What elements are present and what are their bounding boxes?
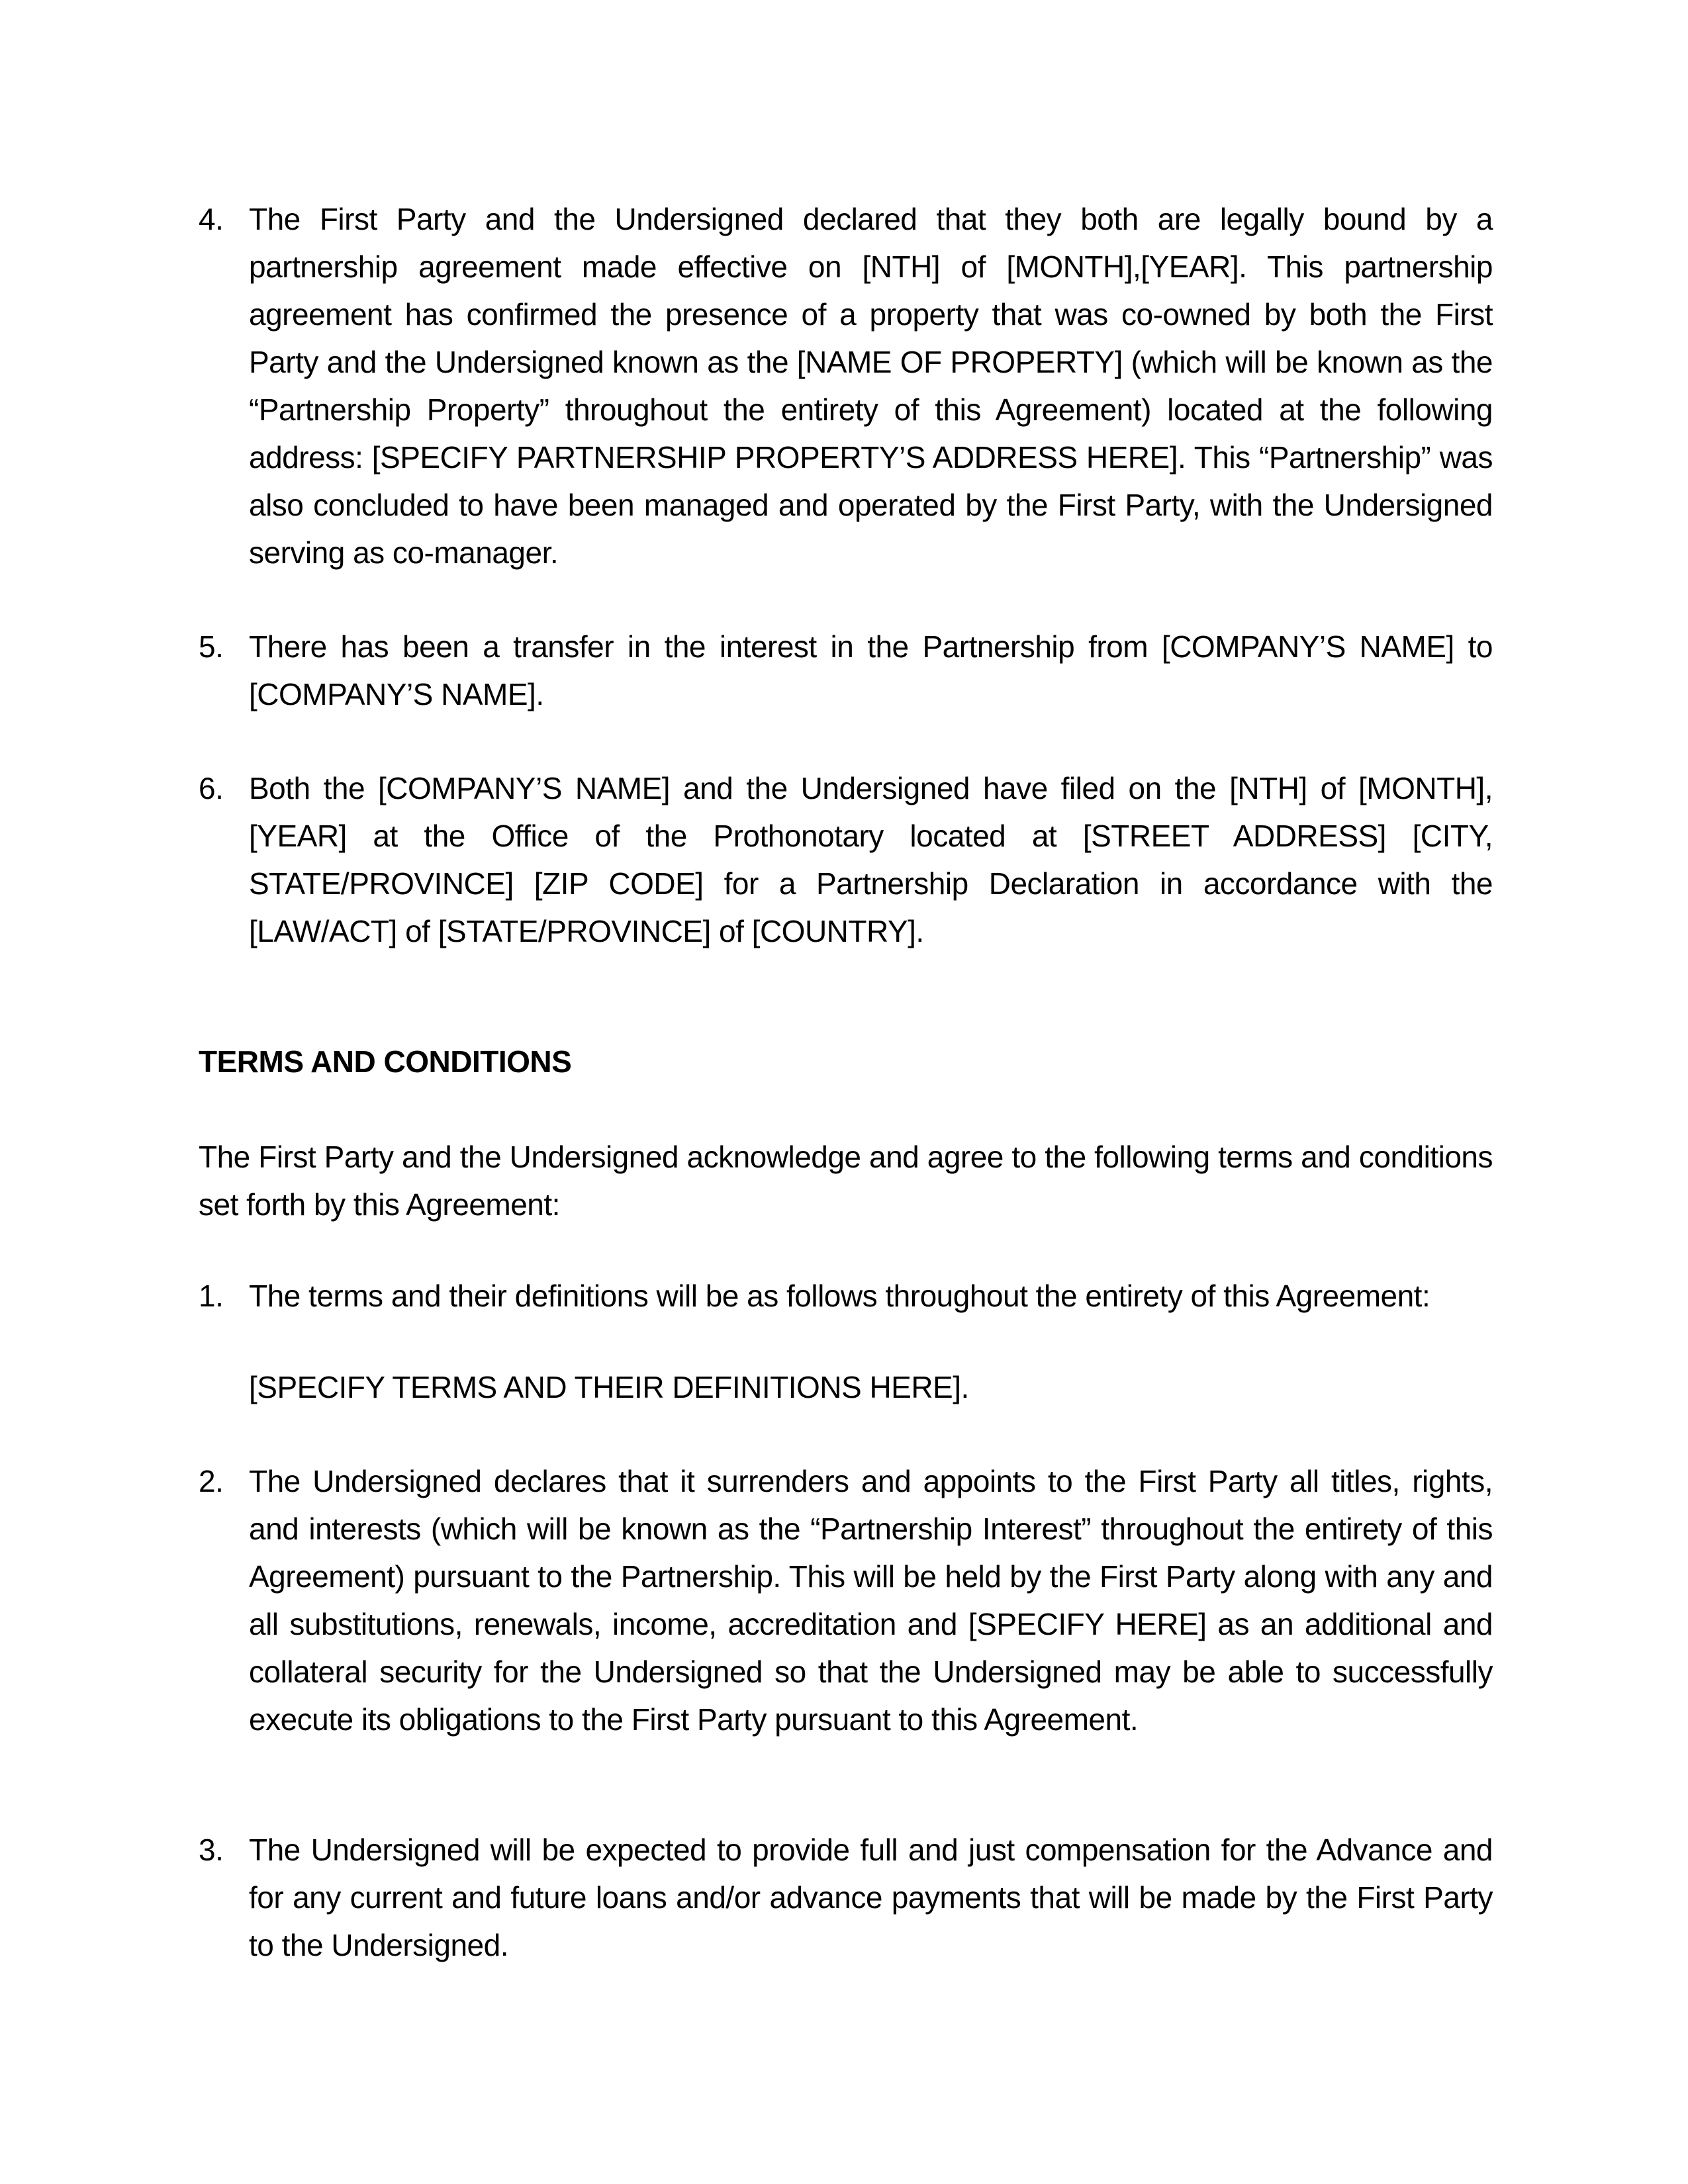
intro-paragraph: The First Party and the Undersigned acknowledge and agree to the following terms and conditions set forth by this Agreement: [199,1140,1493,1222]
item-text: The First Party and the Undersigned declared that they both are legally bound by a partnership agreement made effective on [NTH] of [MONTH],[YEAR]. This partnership agreement has confirmed the presence of a property that was co-owned by both the First Party and the Undersigned known as the [NAME OF PROPERTY] (which will be known as the “Partnership Property” throughout the entirety of this Agreement) located at the following address: [SPECIFY PARTNERSHIP PROPERTY’S ADDRESS HERE]. This “Partnership” was also concluded to have been managed and operated by the First Party, with the Undersigned serving as co-manager. [249,202,1493,570]
list-item-4 [199,195,1493,576]
item-number: 2. [199,1464,224,1498]
list-item-3 [199,1826,1493,1969]
list-item-5 [199,623,1493,718]
item-text: There has been a transfer in the interest in the Partnership from [COMPANY’S NAME] to [COMPANY’S NAME]. [249,629,1493,711]
list-item-6 [199,764,1493,955]
list-item-2 [199,1457,1493,1743]
item-number: 4. [199,202,224,236]
item-text: The terms and their definitions will be as follows throughout the entirety of this Agreement: [249,1279,1430,1313]
item-text: Both the [COMPANY’S NAME] and the Undersigned have filed on the [NTH] of [MONTH],[YEAR] at the Office of the Prothonotary located at [STREET ADDRESS] [CITY, STATE/PROVINCE] [ZIP CODE] for a Partnership Declaration in accordance with the [LAW/ACT] of [STATE/PROVINCE] of [COUNTRY]. [249,771,1493,948]
list-item-1 [199,1272,1493,1411]
item-text: The Undersigned will be expected to provide full and just compensation for the Advance and for any current and future loans and/or advance payments that will be made by the First Party to the Undersigned. [249,1833,1493,1962]
terms-list [199,1272,1493,1969]
item-subtext: [SPECIFY TERMS AND THEIR DEFINITIONS HERE]. [249,1370,969,1404]
recitals-list [199,195,1493,955]
item-text: The Undersigned declares that it surrenders and appoints to the First Party all titles, rights, and interests (which will be known as the “Partnership Interest” throughout the entirety of this Agreement) pursuant to the Partnership. This will be held by the First Party along with any and all substitutions, renewals, income, accreditation and [SPECIFY HERE] as an additional and collateral security for the Undersigned so that the Undersigned may be able to successfully execute its obligations to the First Party pursuant to this Agreement. [249,1464,1493,1737]
item-number: 6. [199,771,224,805]
item-number: 5. [199,629,224,664]
section-heading: TERMS AND CONDITIONS [199,1044,572,1079]
item-number: 1. [199,1279,224,1313]
item-number: 3. [199,1833,224,1867]
